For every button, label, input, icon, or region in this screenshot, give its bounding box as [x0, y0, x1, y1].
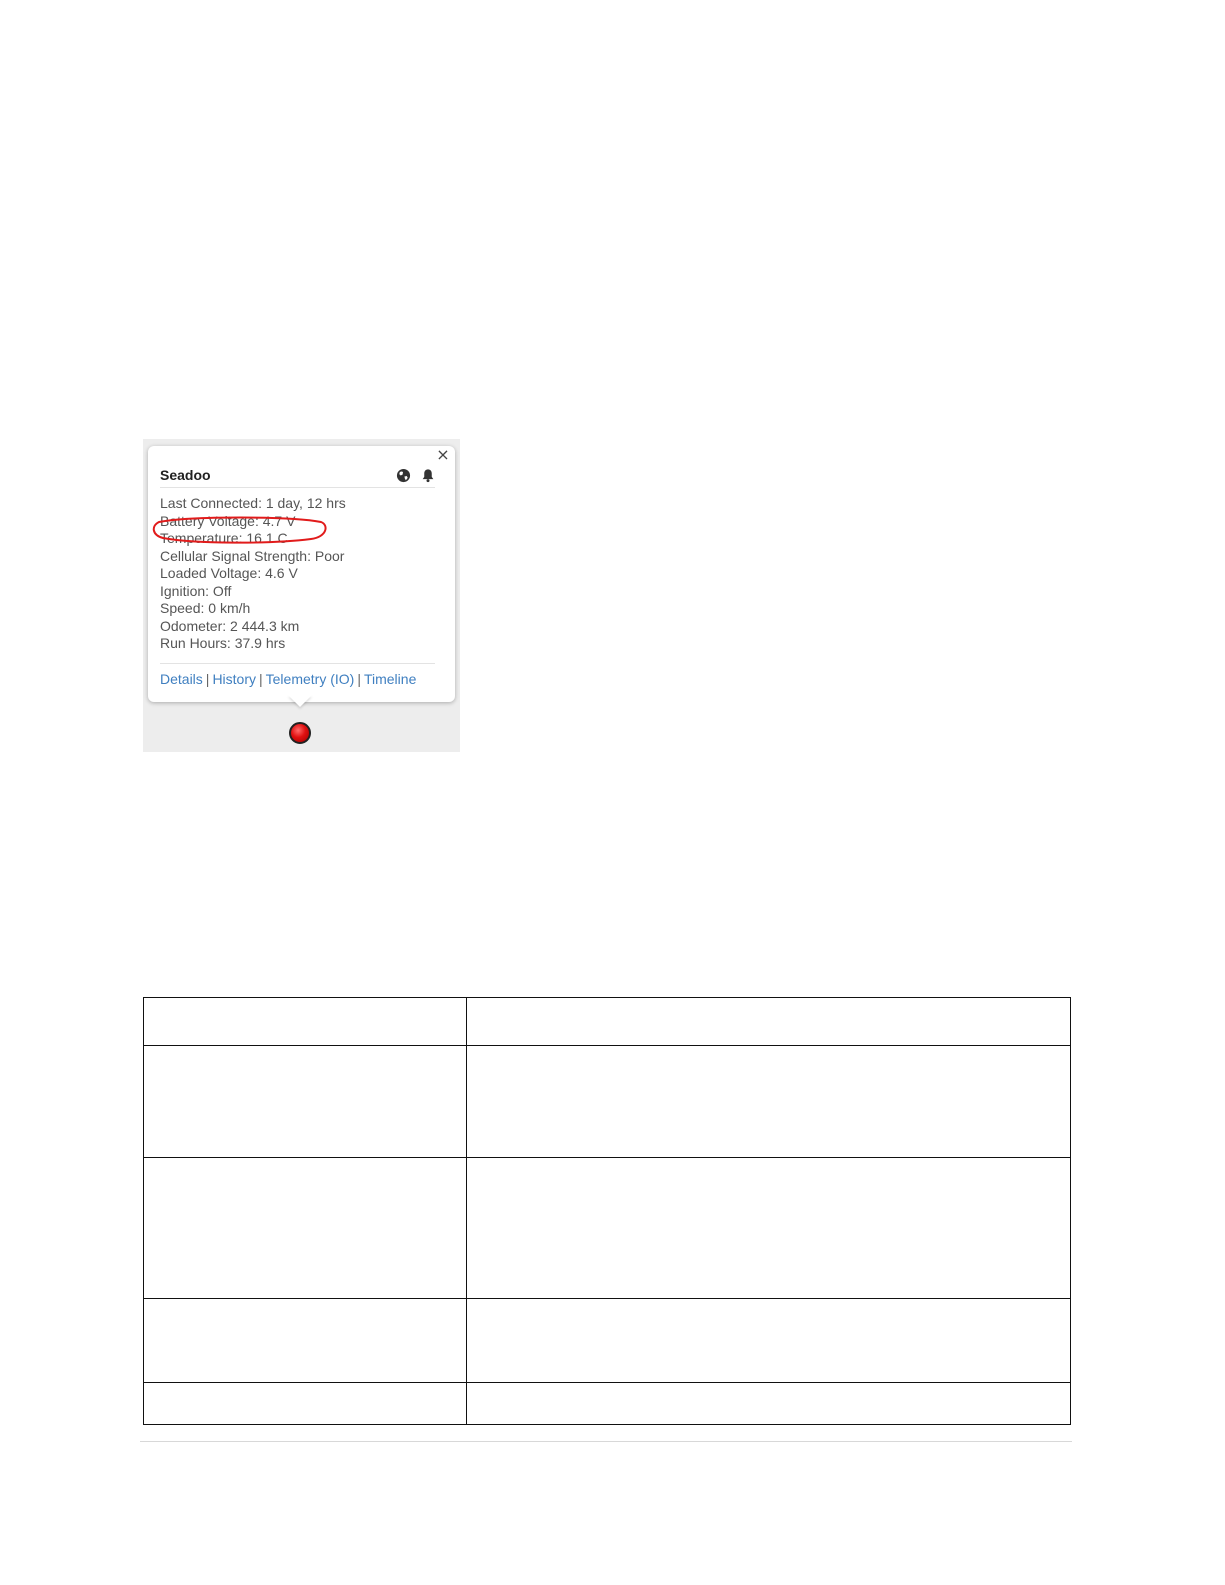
- table-cell: [467, 1158, 1071, 1299]
- table-row: [144, 1158, 1071, 1299]
- timeline-link[interactable]: Timeline: [363, 671, 417, 687]
- table-cell: [144, 1383, 467, 1425]
- table-cell: [144, 1046, 467, 1158]
- popup-title: Seadoo: [160, 467, 211, 483]
- telemetry-link[interactable]: Telemetry (IO): [265, 671, 355, 687]
- vehicle-info-popup: [148, 446, 455, 702]
- table-cell: [467, 1299, 1071, 1383]
- detail-run-hours: Run Hours: 37.9 hrs: [160, 635, 286, 651]
- table-cell: [467, 1046, 1071, 1158]
- page-footer-divider: [140, 1441, 1072, 1442]
- link-separator: |: [357, 671, 361, 687]
- popup-header: [160, 456, 435, 488]
- bell-icon[interactable]: [421, 468, 435, 483]
- popup-links: [160, 663, 435, 687]
- link-separator: |: [205, 671, 210, 687]
- details-link[interactable]: Details: [160, 671, 203, 687]
- table-row: [144, 1046, 1071, 1158]
- detail-last-connected: Last Connected: 1 day, 12 hrs: [160, 495, 346, 511]
- table-cell: [467, 998, 1071, 1046]
- table-row: [144, 1383, 1071, 1425]
- vehicle-location-marker[interactable]: [289, 722, 311, 744]
- close-icon[interactable]: ×: [436, 445, 450, 464]
- globe-icon[interactable]: [396, 468, 411, 483]
- table-cell: [144, 1158, 467, 1299]
- table-cell: [467, 1383, 1071, 1425]
- popup-pointer: [288, 695, 312, 707]
- table-row: [144, 998, 1071, 1046]
- header-icons: [396, 468, 435, 483]
- link-separator: |: [259, 671, 263, 687]
- history-link[interactable]: History: [212, 671, 256, 687]
- detail-cellular-signal: Cellular Signal Strength: Poor: [160, 547, 345, 564]
- detail-temperature: Temperature: 16.1 C: [160, 530, 288, 546]
- detail-battery-voltage: Battery Voltage: 4.7 V: [160, 512, 296, 529]
- detail-ignition: Ignition: Off: [160, 582, 232, 599]
- vehicle-details-list: [160, 495, 441, 653]
- document-table: [143, 997, 1071, 1425]
- detail-speed: Speed: 0 km/h: [160, 600, 251, 616]
- table-row: [144, 1299, 1071, 1383]
- table-cell: [144, 998, 467, 1046]
- table-cell: [144, 1299, 467, 1383]
- detail-loaded-voltage: Loaded Voltage: 4.6 V: [160, 565, 298, 581]
- detail-odometer: Odometer: 2 444.3 km: [160, 617, 300, 634]
- map-screenshot: [143, 439, 460, 752]
